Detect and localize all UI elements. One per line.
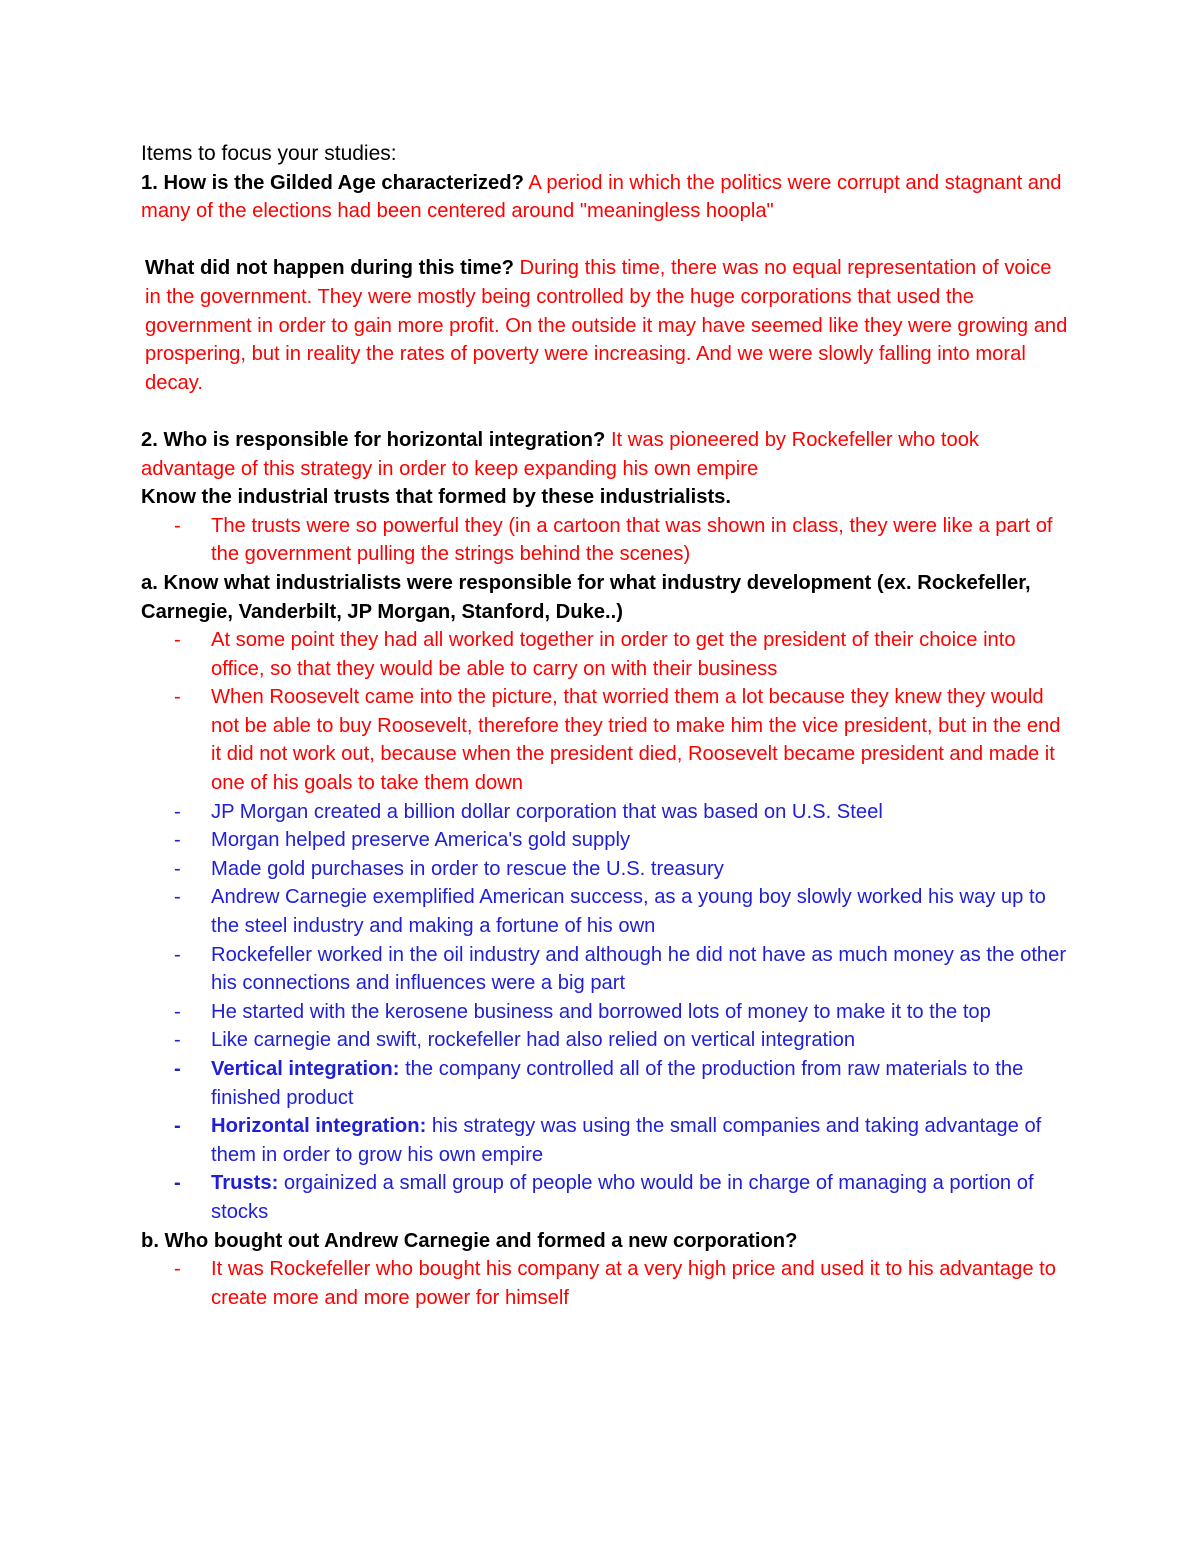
q1-paragraph: [141, 169, 1071, 226]
qa-question: a. Know what industrialists were responsible for what industry development (ex. Rockefeller, Carnegie, Vanderbilt, JP Morgan, Stanford, Duke..): [141, 571, 1031, 623]
term-definition-item: [141, 1169, 1071, 1226]
dash-bullet: -: [174, 1258, 181, 1281]
term-definition-item: [141, 1112, 1071, 1169]
list-item-text: It was Rockefeller who bought his company at a very high price and used it to his advantage to create more and more power for himself: [211, 1258, 1056, 1309]
q1b-answer: During this time, there was no equal representation of voice in the government. They were mostly being controlled by the huge corporations that used the government in order to gain more profit. On the outside it may have seemed like they were growing and prospering, but in reality the rates of poverty were increasing. And we were slowly falling into moral decay.: [145, 257, 1068, 394]
list-item-text: The trusts were so powerful they (in a cartoon that was shown in class, they were like a part of the government pulling the strings behind the scenes): [211, 514, 1053, 566]
q1-answer: A period in which the politics were corrupt and stagnant and many of the elections had been centered around "meaningless hoopla": [141, 171, 1062, 223]
list-item: [141, 626, 1071, 683]
list-item: [141, 1026, 1071, 1055]
dash-bullet: -: [174, 1115, 181, 1138]
list-item: [141, 798, 1071, 827]
dash-bullet: -: [174, 1172, 181, 1195]
list-item-text: Morgan helped preserve America's gold supply: [211, 829, 631, 852]
spacer: [141, 397, 1071, 426]
dash-bullet: -: [174, 886, 181, 909]
list-item: [141, 855, 1071, 884]
term-definition-item: [141, 1055, 1071, 1112]
term-label: Vertical integration:: [211, 1058, 400, 1080]
page-heading: Items to focus your studies:: [141, 142, 397, 165]
term-label: Trusts:: [211, 1172, 279, 1195]
dash-bullet: -: [174, 1000, 181, 1023]
dash-bullet: -: [174, 629, 181, 652]
list-item: [141, 941, 1071, 998]
dash-bullet: -: [174, 1058, 181, 1080]
list-item-text: Made gold purchases in order to rescue the U.S. treasury: [211, 857, 724, 880]
term-definition: the company controlled all of the production from raw materials to the finished product: [211, 1058, 1024, 1109]
study-guide-page: [141, 140, 1071, 1312]
term-definition: his strategy was using the small companies and taking advantage of them in order to grow his own empire: [211, 1115, 1042, 1166]
list-item: [141, 826, 1071, 855]
trusts-prompt: Know the industrial trusts that formed by these industrialists.: [141, 486, 732, 509]
dash-bullet: -: [174, 857, 181, 880]
list-item-text: He started with the kerosene business and borrowed lots of money to make it to the top: [211, 1000, 991, 1023]
dash-bullet: -: [174, 943, 181, 966]
qb-question: b. Who bought out Andrew Carnegie and formed a new corporation?: [141, 1229, 798, 1252]
list-item-text: JP Morgan created a billion dollar corporation that was based on U.S. Steel: [211, 800, 883, 823]
term-label: Horizontal integration:: [211, 1115, 427, 1138]
list-item: [141, 883, 1071, 940]
list-item-text: Like carnegie and swift, rockefeller had also relied on vertical integration: [211, 1029, 856, 1052]
dash-bullet: -: [174, 800, 181, 823]
list-item: [141, 998, 1071, 1027]
dash-bullet: -: [174, 829, 181, 852]
q1b-paragraph: [141, 254, 1071, 397]
dash-bullet: -: [174, 686, 181, 709]
dash-bullet: -: [174, 514, 181, 537]
list-item-text: Andrew Carnegie exemplified American success, as a young boy slowly worked his way up to the steel industry and making a fortune of his own: [211, 886, 1046, 938]
list-item: [141, 1255, 1071, 1312]
q2-question: 2. Who is responsible for horizontal integration?: [141, 428, 606, 451]
list-item-text: When Roosevelt came into the picture, that worried them a lot because they knew they would not be able to buy Roosevelt, therefore they tried to make him the vice president, but in the end it did not work out, because when the president died, Roosevelt became president and made it one of his goals to take them down: [211, 686, 1061, 795]
list-item-text: At some point they had all worked together in order to get the president of their choice into office, so that they would be able to carry on with their business: [211, 629, 1016, 680]
q2-paragraph: [141, 426, 1071, 483]
dash-bullet: -: [174, 1029, 181, 1052]
list-item-text: Rockefeller worked in the oil industry and although he did not have as much money as the other his connections and influences were a big part: [211, 943, 1067, 995]
q1b-question: What did not happen during this time?: [145, 257, 514, 280]
spacer: [141, 226, 1071, 255]
q1-question: 1. How is the Gilded Age characterized?: [141, 171, 524, 194]
q2-answer: It was pioneered by Rockefeller who took advantage of this strategy in order to keep expanding his own empire: [141, 428, 980, 480]
trusts-list: [141, 512, 1071, 569]
industrialists-list: [141, 626, 1071, 1226]
list-item: [141, 683, 1071, 797]
term-definition: orgainized a small group of people who would be in charge of managing a portion of stocks: [211, 1172, 1034, 1223]
buyout-list: [141, 1255, 1071, 1312]
list-item: [141, 512, 1071, 569]
